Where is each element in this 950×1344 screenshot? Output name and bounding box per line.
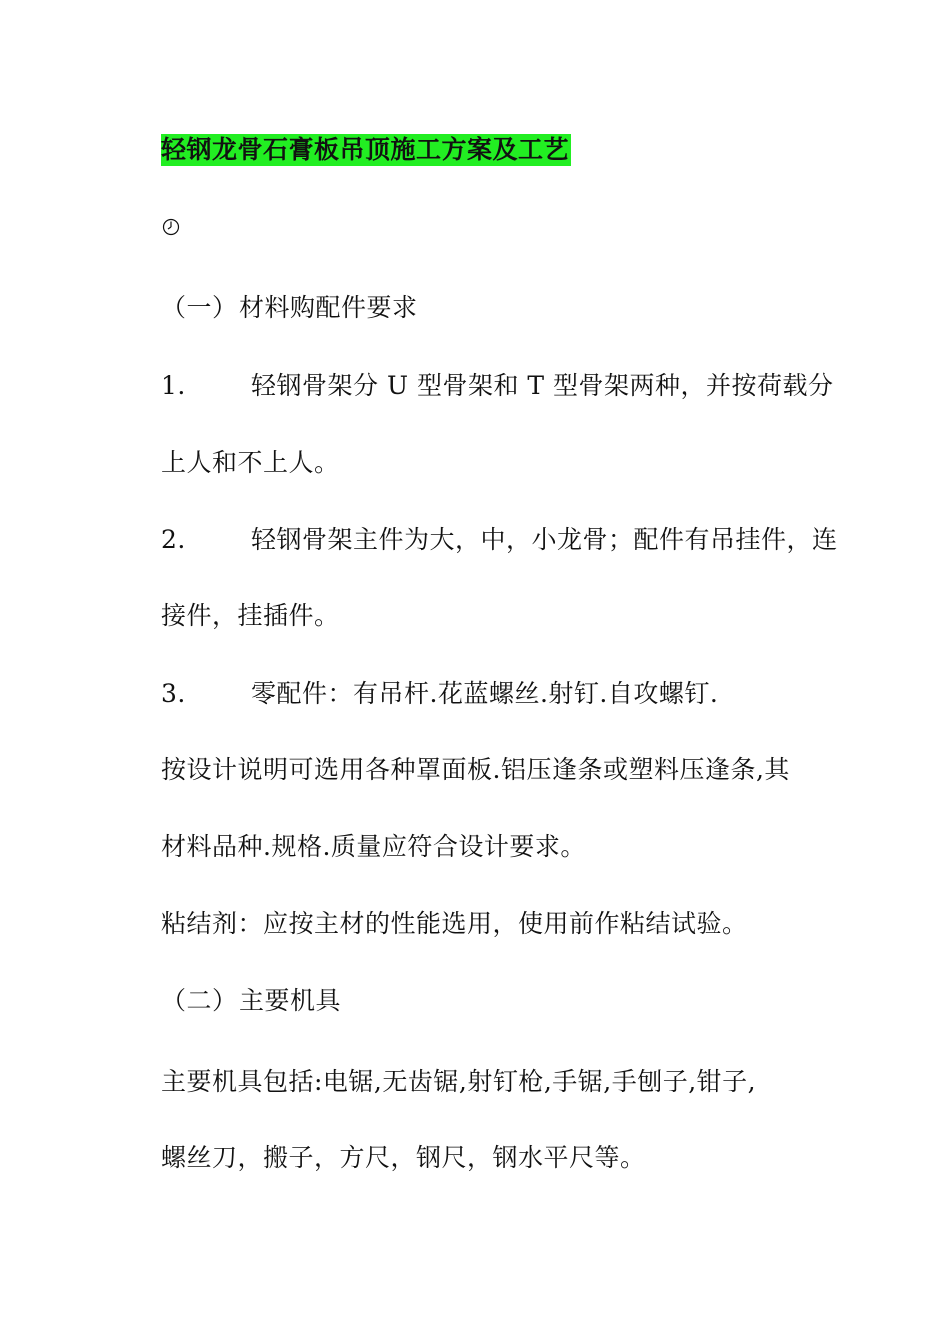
item-number-2: 2. [161, 525, 186, 554]
section-marker-1: （一） [161, 293, 238, 322]
item-text-1: 轻钢骨架分 U 型骨架和 T 型骨架两种，并按荷载分 [251, 371, 834, 400]
item-text-3: 零配件：有吊杆.花蓝螺丝.射钉.自攻螺钉. [251, 679, 719, 708]
list-item-2 [161, 524, 838, 556]
list-item-3 [161, 678, 718, 710]
item-number-1: 1. [161, 371, 186, 400]
item-text-2: 轻钢骨架主件为大，中，小龙骨；配件有吊挂件，连 [251, 525, 838, 554]
list-item-1-continued: 上人和不上人。 [161, 448, 340, 477]
section-title-1: 材料购配件要求 [239, 293, 418, 322]
paragraph-2: 粘结剂：应按主材的性能选用，使用前作粘结试验。 [161, 909, 748, 938]
list-item-1 [161, 370, 834, 402]
section-heading-1 [161, 292, 418, 324]
document-title: 轻钢龙骨石膏板吊顶施工方案及工艺 [161, 135, 570, 164]
section-title-2: 主要机具 [239, 986, 342, 1015]
paragraph-1-line-2: 材料品种.规格.质量应符合设计要求。 [161, 832, 586, 861]
clock-icon [162, 218, 180, 236]
paragraph-3-line-1: 主要机具包括:电锯,无齿锯,射钉枪,手锯,手刨子,钳子, [161, 1067, 757, 1096]
section-heading-2 [161, 985, 341, 1017]
item-number-3: 3. [161, 679, 186, 708]
list-item-2-continued: 接件，挂插件。 [161, 601, 340, 630]
paragraph-3-line-2: 螺丝刀，搬子，方尺，钢尺，钢水平尺等。 [161, 1143, 646, 1172]
paragraph-1-line-1: 按设计说明可选用各种罩面板.铝压逢条或塑料压逢条,其 [161, 755, 790, 784]
section-marker-2: （二） [161, 986, 238, 1015]
